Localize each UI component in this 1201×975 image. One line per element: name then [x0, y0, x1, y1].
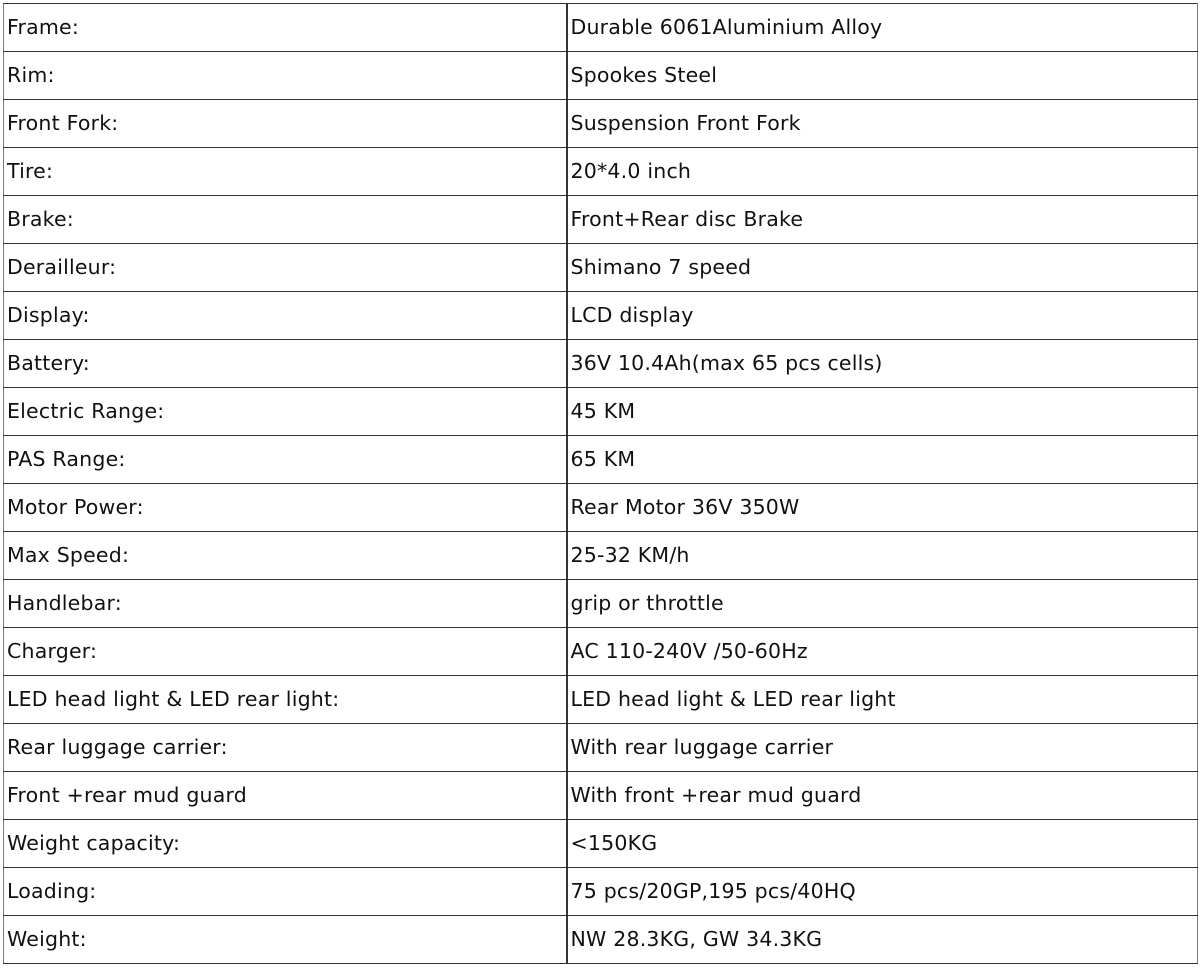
spec-value: 65 KM [567, 436, 1198, 484]
spec-label: PAS Range: [4, 436, 567, 484]
table-row [4, 196, 1198, 244]
table-row [4, 532, 1198, 580]
spec-value: LED head light & LED rear light [567, 676, 1198, 724]
spec-value: Rear Motor 36V 350W [567, 484, 1198, 532]
spec-value: With rear luggage carrier [567, 724, 1198, 772]
table-row [4, 52, 1198, 100]
spec-value: Front+Rear disc Brake [567, 196, 1198, 244]
spec-label: LED head light & LED rear light: [4, 676, 567, 724]
spec-label: Display: [4, 292, 567, 340]
spec-label: Rim: [4, 52, 567, 100]
spec-label: Derailleur: [4, 244, 567, 292]
spec-value: Durable 6061Aluminium Alloy [567, 4, 1198, 52]
spec-label: Brake: [4, 196, 567, 244]
table-row [4, 340, 1198, 388]
table-row [4, 148, 1198, 196]
table-row [4, 676, 1198, 724]
table-row [4, 100, 1198, 148]
spec-label: Battery: [4, 340, 567, 388]
spec-label: Front Fork: [4, 100, 567, 148]
spec-value: 45 KM [567, 388, 1198, 436]
table-row [4, 484, 1198, 532]
spec-label: Charger: [4, 628, 567, 676]
table-row [4, 244, 1198, 292]
spec-value: With front +rear mud guard [567, 772, 1198, 820]
spec-value: 36V 10.4Ah(max 65 pcs cells) [567, 340, 1198, 388]
spec-value: <150KG [567, 820, 1198, 868]
table-row [4, 916, 1198, 964]
spec-label: Loading: [4, 868, 567, 916]
spec-label: Max Speed: [4, 532, 567, 580]
table-row [4, 820, 1198, 868]
spec-label: Motor Power: [4, 484, 567, 532]
table-row [4, 4, 1198, 52]
table-row [4, 292, 1198, 340]
spec-value: 25-32 KM/h [567, 532, 1198, 580]
table-row [4, 436, 1198, 484]
spec-label: Handlebar: [4, 580, 567, 628]
spec-value: Spookes Steel [567, 52, 1198, 100]
spec-value: 20*4.0 inch [567, 148, 1198, 196]
spec-value: AC 110-240V /50-60Hz [567, 628, 1198, 676]
table-row [4, 580, 1198, 628]
spec-label: Rear luggage carrier: [4, 724, 567, 772]
spec-value: NW 28.3KG, GW 34.3KG [567, 916, 1198, 964]
table-row [4, 724, 1198, 772]
spec-value: Suspension Front Fork [567, 100, 1198, 148]
spec-label: Weight capacity: [4, 820, 567, 868]
table-row [4, 868, 1198, 916]
table-row [4, 772, 1198, 820]
spec-value: Shimano 7 speed [567, 244, 1198, 292]
table-row [4, 388, 1198, 436]
spec-label: Electric Range: [4, 388, 567, 436]
spec-label: Front +rear mud guard [4, 772, 567, 820]
spec-label: Tire: [4, 148, 567, 196]
spec-value: grip or throttle [567, 580, 1198, 628]
spec-label: Weight: [4, 916, 567, 964]
spec-table [3, 3, 1198, 964]
spec-label: Frame: [4, 4, 567, 52]
table-row [4, 628, 1198, 676]
spec-value: 75 pcs/20GP,195 pcs/40HQ [567, 868, 1198, 916]
spec-value: LCD display [567, 292, 1198, 340]
